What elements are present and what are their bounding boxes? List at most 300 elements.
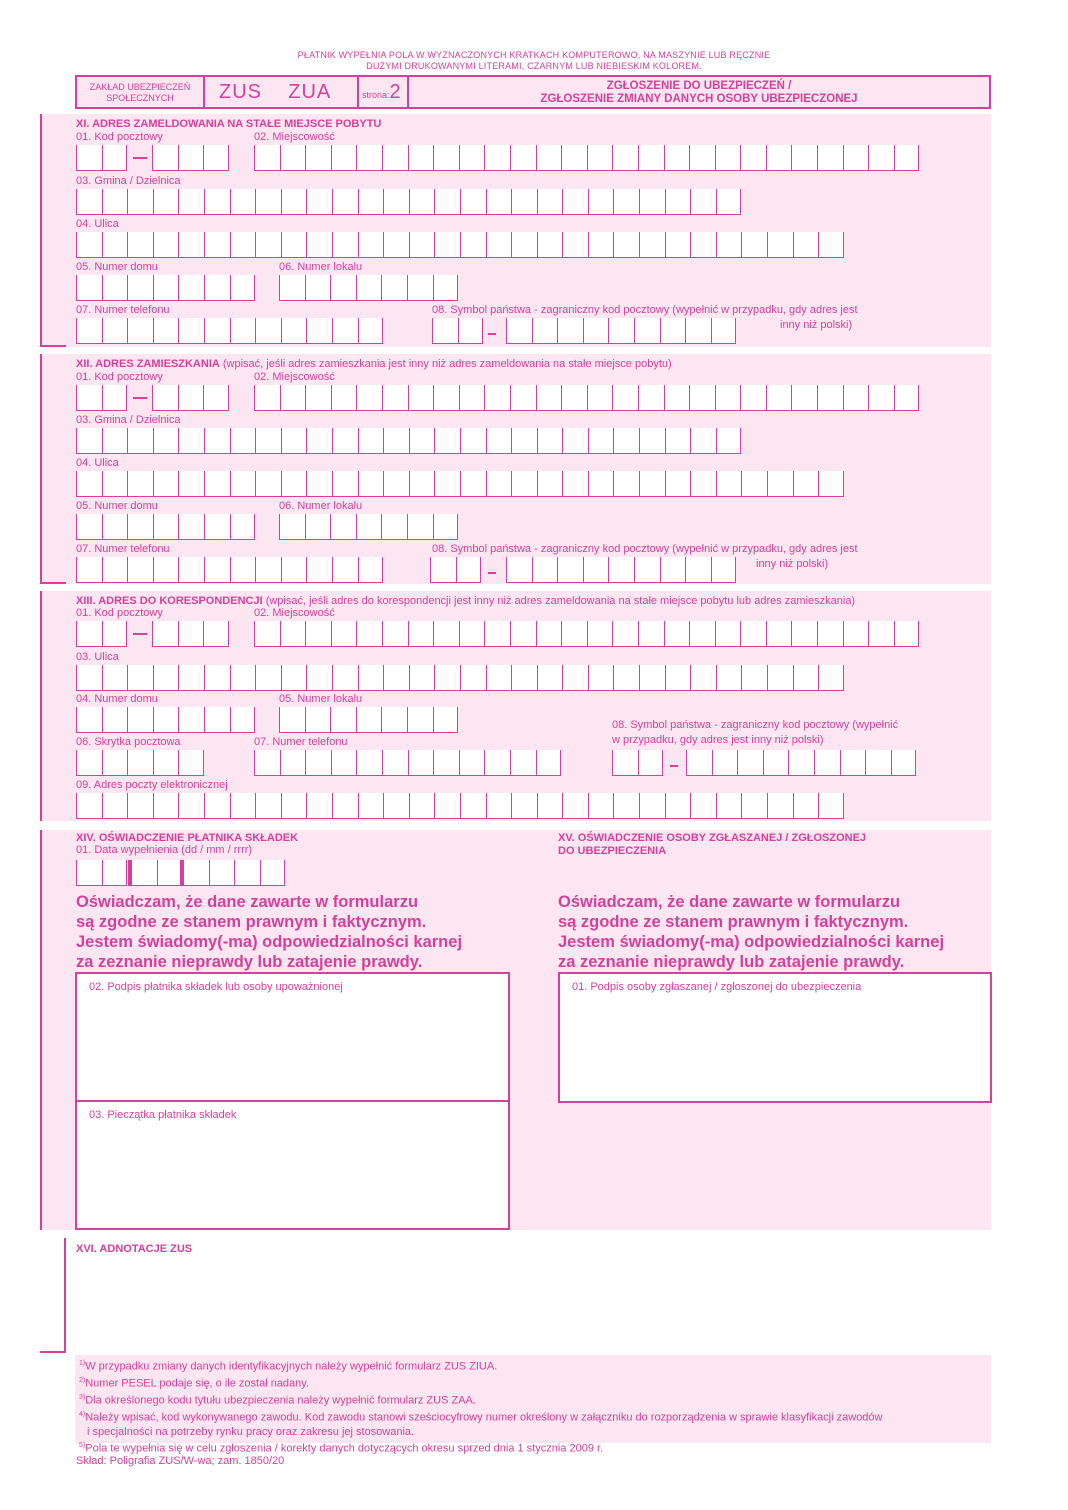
char-box[interactable]: [127, 428, 153, 454]
char-box[interactable]: [204, 189, 230, 215]
char-box[interactable]: [612, 385, 638, 411]
char-box[interactable]: [562, 428, 588, 454]
char-box[interactable]: [102, 860, 128, 886]
char-box[interactable]: [76, 275, 102, 301]
char-box[interactable]: [664, 385, 690, 411]
char-box[interactable]: [583, 557, 609, 583]
char-box[interactable]: [638, 750, 664, 776]
char-box[interactable]: [536, 145, 562, 171]
char-box[interactable]: [230, 793, 256, 819]
char-box[interactable]: [741, 665, 767, 691]
commune-input[interactable]: [76, 189, 741, 215]
char-box[interactable]: [230, 232, 256, 258]
char-box[interactable]: [814, 750, 840, 776]
char-box[interactable]: [484, 621, 510, 647]
char-box[interactable]: [230, 428, 256, 454]
char-box[interactable]: [153, 428, 179, 454]
char-box[interactable]: [557, 557, 583, 583]
char-box[interactable]: [127, 750, 153, 776]
char-box[interactable]: [131, 860, 157, 886]
char-box[interactable]: [741, 232, 767, 258]
char-box[interactable]: [332, 665, 358, 691]
char-box[interactable]: [639, 189, 665, 215]
char-box[interactable]: [537, 189, 563, 215]
char-box[interactable]: [767, 471, 793, 497]
char-box[interactable]: [484, 385, 510, 411]
char-box[interactable]: [178, 707, 204, 733]
char-box[interactable]: [358, 232, 384, 258]
char-box[interactable]: [638, 385, 664, 411]
char-box[interactable]: [102, 750, 128, 776]
char-box[interactable]: [127, 232, 153, 258]
char-box[interactable]: [153, 750, 179, 776]
char-box[interactable]: [356, 145, 382, 171]
char-box[interactable]: [511, 428, 537, 454]
char-box[interactable]: [280, 145, 306, 171]
char-box[interactable]: [305, 621, 331, 647]
char-box[interactable]: [456, 557, 482, 583]
char-box[interactable]: [484, 145, 510, 171]
char-box[interactable]: [230, 471, 256, 497]
char-box[interactable]: [685, 318, 711, 344]
char-box[interactable]: [665, 428, 691, 454]
char-box[interactable]: [204, 318, 230, 344]
char-box[interactable]: [537, 428, 563, 454]
char-box[interactable]: [843, 621, 869, 647]
char-box[interactable]: [817, 621, 843, 647]
char-box[interactable]: [433, 514, 459, 540]
char-box[interactable]: [741, 471, 767, 497]
char-box[interactable]: [613, 793, 639, 819]
foreign-postal-code-input[interactable]: [506, 318, 736, 344]
char-box[interactable]: [204, 471, 230, 497]
char-box[interactable]: [613, 428, 639, 454]
char-box[interactable]: [356, 514, 382, 540]
char-box[interactable]: [434, 793, 460, 819]
char-box[interactable]: [332, 471, 358, 497]
char-box[interactable]: [740, 621, 766, 647]
char-box[interactable]: [76, 232, 102, 258]
char-box[interactable]: [255, 665, 281, 691]
char-box[interactable]: [102, 275, 128, 301]
char-box[interactable]: [562, 232, 588, 258]
foreign-postal-code-input[interactable]: [686, 750, 916, 776]
char-box[interactable]: [281, 665, 307, 691]
char-box[interactable]: [76, 189, 102, 215]
street-input[interactable]: [76, 232, 844, 258]
char-box[interactable]: [511, 665, 537, 691]
char-box[interactable]: [127, 189, 153, 215]
char-box[interactable]: [486, 232, 512, 258]
char-box[interactable]: [639, 232, 665, 258]
char-box[interactable]: [381, 275, 407, 301]
char-box[interactable]: [458, 318, 484, 344]
char-box[interactable]: [127, 318, 153, 344]
char-box[interactable]: [306, 189, 332, 215]
postal-code-input[interactable]: [76, 621, 127, 647]
char-box[interactable]: [715, 621, 741, 647]
char-box[interactable]: [510, 750, 536, 776]
char-box[interactable]: [460, 471, 486, 497]
char-box[interactable]: [203, 385, 229, 411]
char-box[interactable]: [409, 428, 435, 454]
char-box[interactable]: [459, 750, 485, 776]
char-box[interactable]: [331, 145, 357, 171]
char-box[interactable]: [588, 189, 614, 215]
char-box[interactable]: [486, 665, 512, 691]
char-box[interactable]: [612, 145, 638, 171]
char-box[interactable]: [305, 145, 331, 171]
char-box[interactable]: [127, 471, 153, 497]
char-box[interactable]: [843, 145, 869, 171]
char-box[interactable]: [178, 189, 204, 215]
char-box[interactable]: [818, 232, 844, 258]
char-box[interactable]: [127, 275, 153, 301]
postal-code-input[interactable]: [76, 145, 127, 171]
char-box[interactable]: [204, 428, 230, 454]
street-input[interactable]: [76, 665, 844, 691]
char-box[interactable]: [230, 707, 256, 733]
char-box[interactable]: [865, 750, 891, 776]
char-box[interactable]: [433, 145, 459, 171]
date-year-input[interactable]: [180, 860, 285, 886]
char-box[interactable]: [716, 665, 742, 691]
char-box[interactable]: [254, 621, 280, 647]
char-box[interactable]: [536, 750, 562, 776]
char-box[interactable]: [407, 707, 433, 733]
char-box[interactable]: [459, 385, 485, 411]
char-box[interactable]: [230, 275, 256, 301]
char-box[interactable]: [255, 189, 281, 215]
char-box[interactable]: [608, 318, 634, 344]
char-box[interactable]: [332, 318, 358, 344]
char-box[interactable]: [891, 750, 917, 776]
char-box[interactable]: [356, 385, 382, 411]
char-box[interactable]: [634, 557, 660, 583]
char-box[interactable]: [230, 514, 256, 540]
char-box[interactable]: [178, 318, 204, 344]
char-box[interactable]: [613, 471, 639, 497]
char-box[interactable]: [178, 793, 204, 819]
char-box[interactable]: [255, 232, 281, 258]
char-box[interactable]: [587, 145, 613, 171]
char-box[interactable]: [178, 557, 204, 583]
char-box[interactable]: [102, 665, 128, 691]
char-box[interactable]: [204, 232, 230, 258]
char-box[interactable]: [358, 557, 384, 583]
char-box[interactable]: [434, 428, 460, 454]
char-box[interactable]: [102, 232, 128, 258]
char-box[interactable]: [127, 557, 153, 583]
char-box[interactable]: [76, 750, 102, 776]
char-box[interactable]: [791, 385, 817, 411]
payer-stamp-field[interactable]: 03. Pieczątka płatnika składek: [75, 1100, 510, 1230]
char-box[interactable]: [587, 385, 613, 411]
char-box[interactable]: [152, 145, 178, 171]
char-box[interactable]: [102, 189, 128, 215]
char-box[interactable]: [484, 750, 510, 776]
char-box[interactable]: [459, 621, 485, 647]
char-box[interactable]: [660, 318, 686, 344]
char-box[interactable]: [254, 145, 280, 171]
email-input[interactable]: [76, 793, 844, 819]
char-box[interactable]: [409, 665, 435, 691]
char-box[interactable]: [153, 318, 179, 344]
char-box[interactable]: [356, 707, 382, 733]
char-box[interactable]: [153, 665, 179, 691]
char-box[interactable]: [102, 557, 128, 583]
char-box[interactable]: [76, 557, 102, 583]
char-box[interactable]: [383, 665, 409, 691]
char-box[interactable]: [766, 385, 792, 411]
char-box[interactable]: [537, 665, 563, 691]
char-box[interactable]: [686, 750, 712, 776]
char-box[interactable]: [818, 665, 844, 691]
char-box[interactable]: [434, 189, 460, 215]
char-box[interactable]: [690, 232, 716, 258]
char-box[interactable]: [234, 860, 260, 886]
char-box[interactable]: [102, 318, 128, 344]
char-box[interactable]: [433, 750, 459, 776]
char-box[interactable]: [486, 189, 512, 215]
char-box[interactable]: [763, 750, 789, 776]
char-box[interactable]: [255, 793, 281, 819]
char-box[interactable]: [817, 385, 843, 411]
char-box[interactable]: [460, 793, 486, 819]
char-box[interactable]: [279, 707, 305, 733]
char-box[interactable]: [665, 189, 691, 215]
char-box[interactable]: [562, 189, 588, 215]
char-box[interactable]: [330, 514, 356, 540]
char-box[interactable]: [230, 189, 256, 215]
char-box[interactable]: [690, 793, 716, 819]
char-box[interactable]: [153, 232, 179, 258]
char-box[interactable]: [638, 621, 664, 647]
char-box[interactable]: [685, 557, 711, 583]
char-box[interactable]: [716, 232, 742, 258]
char-box[interactable]: [306, 665, 332, 691]
char-box[interactable]: [741, 793, 767, 819]
char-box[interactable]: [255, 428, 281, 454]
char-box[interactable]: [639, 793, 665, 819]
char-box[interactable]: [690, 428, 716, 454]
char-box[interactable]: [660, 557, 686, 583]
char-box[interactable]: [306, 428, 332, 454]
char-box[interactable]: [330, 707, 356, 733]
char-box[interactable]: [664, 145, 690, 171]
char-box[interactable]: [127, 514, 153, 540]
char-box[interactable]: [510, 385, 536, 411]
po-box-input[interactable]: [76, 750, 204, 776]
date-month-input[interactable]: [128, 860, 182, 886]
char-box[interactable]: [260, 860, 286, 886]
apartment-number-input[interactable]: [279, 514, 458, 540]
char-box[interactable]: [588, 793, 614, 819]
char-box[interactable]: [280, 385, 306, 411]
char-box[interactable]: [613, 189, 639, 215]
char-box[interactable]: [408, 385, 434, 411]
house-number-input[interactable]: [76, 707, 255, 733]
char-box[interactable]: [639, 665, 665, 691]
char-box[interactable]: [690, 665, 716, 691]
char-box[interactable]: [712, 750, 738, 776]
char-box[interactable]: [506, 557, 532, 583]
char-box[interactable]: [665, 471, 691, 497]
char-box[interactable]: [356, 275, 382, 301]
char-box[interactable]: [537, 471, 563, 497]
char-box[interactable]: [408, 621, 434, 647]
char-box[interactable]: [432, 318, 458, 344]
char-box[interactable]: [716, 189, 742, 215]
char-box[interactable]: [460, 232, 486, 258]
char-box[interactable]: [178, 385, 204, 411]
char-box[interactable]: [690, 189, 716, 215]
commune-input[interactable]: [76, 428, 741, 454]
char-box[interactable]: [178, 621, 204, 647]
char-box[interactable]: [818, 793, 844, 819]
char-box[interactable]: [153, 557, 179, 583]
char-box[interactable]: [562, 793, 588, 819]
char-box[interactable]: [689, 621, 715, 647]
char-box[interactable]: [255, 557, 281, 583]
char-box[interactable]: [127, 793, 153, 819]
char-box[interactable]: [332, 232, 358, 258]
char-box[interactable]: [356, 750, 382, 776]
char-box[interactable]: [204, 557, 230, 583]
char-box[interactable]: [153, 471, 179, 497]
char-box[interactable]: [102, 428, 128, 454]
char-box[interactable]: [460, 428, 486, 454]
char-box[interactable]: [407, 514, 433, 540]
char-box[interactable]: [588, 665, 614, 691]
char-box[interactable]: [894, 145, 920, 171]
char-box[interactable]: [407, 275, 433, 301]
char-box[interactable]: [330, 275, 356, 301]
char-box[interactable]: [281, 428, 307, 454]
char-box[interactable]: [76, 621, 102, 647]
char-box[interactable]: [767, 665, 793, 691]
char-box[interactable]: [434, 471, 460, 497]
country-code-input[interactable]: [612, 750, 663, 776]
char-box[interactable]: [76, 471, 102, 497]
char-box[interactable]: [204, 514, 230, 540]
char-box[interactable]: [536, 621, 562, 647]
phone-input[interactable]: [76, 318, 383, 344]
char-box[interactable]: [715, 385, 741, 411]
char-box[interactable]: [433, 275, 459, 301]
char-box[interactable]: [716, 471, 742, 497]
char-box[interactable]: [433, 707, 459, 733]
city-input[interactable]: [254, 145, 919, 171]
char-box[interactable]: [281, 471, 307, 497]
insured-signature-field[interactable]: 01. Podpis osoby zgłaszanej / zgłoszonej do ubezpieczenia: [558, 972, 992, 1103]
char-box[interactable]: [583, 318, 609, 344]
char-box[interactable]: [562, 471, 588, 497]
char-box[interactable]: [434, 232, 460, 258]
char-box[interactable]: [793, 665, 819, 691]
char-box[interactable]: [868, 621, 894, 647]
char-box[interactable]: [818, 471, 844, 497]
char-box[interactable]: [460, 665, 486, 691]
char-box[interactable]: [356, 621, 382, 647]
char-box[interactable]: [537, 232, 563, 258]
char-box[interactable]: [358, 471, 384, 497]
char-box[interactable]: [332, 189, 358, 215]
char-box[interactable]: [178, 232, 204, 258]
char-box[interactable]: [332, 793, 358, 819]
char-box[interactable]: [689, 385, 715, 411]
char-box[interactable]: [153, 189, 179, 215]
char-box[interactable]: [76, 860, 102, 886]
char-box[interactable]: [383, 189, 409, 215]
char-box[interactable]: [562, 665, 588, 691]
char-box[interactable]: [766, 145, 792, 171]
char-box[interactable]: [306, 557, 332, 583]
char-box[interactable]: [203, 145, 229, 171]
char-box[interactable]: [305, 385, 331, 411]
char-box[interactable]: [689, 145, 715, 171]
char-box[interactable]: [767, 232, 793, 258]
char-box[interactable]: [281, 557, 307, 583]
char-box[interactable]: [613, 232, 639, 258]
char-box[interactable]: [332, 557, 358, 583]
char-box[interactable]: [665, 793, 691, 819]
char-box[interactable]: [358, 428, 384, 454]
char-box[interactable]: [383, 428, 409, 454]
char-box[interactable]: [152, 621, 178, 647]
char-box[interactable]: [409, 189, 435, 215]
char-box[interactable]: [737, 750, 763, 776]
char-box[interactable]: [510, 621, 536, 647]
char-box[interactable]: [153, 514, 179, 540]
char-box[interactable]: [305, 707, 331, 733]
phone-input[interactable]: [254, 750, 561, 776]
char-box[interactable]: [76, 318, 102, 344]
char-box[interactable]: [383, 471, 409, 497]
char-box[interactable]: [511, 189, 537, 215]
char-box[interactable]: [230, 557, 256, 583]
city-input[interactable]: [254, 621, 919, 647]
char-box[interactable]: [793, 471, 819, 497]
char-box[interactable]: [587, 621, 613, 647]
char-box[interactable]: [460, 189, 486, 215]
char-box[interactable]: [178, 750, 204, 776]
apartment-number-input[interactable]: [279, 275, 458, 301]
char-box[interactable]: [459, 145, 485, 171]
char-box[interactable]: [281, 232, 307, 258]
char-box[interactable]: [408, 145, 434, 171]
char-box[interactable]: [305, 275, 331, 301]
char-box[interactable]: [409, 471, 435, 497]
house-number-input[interactable]: [76, 514, 255, 540]
house-number-input[interactable]: [76, 275, 255, 301]
char-box[interactable]: [102, 471, 128, 497]
char-box[interactable]: [868, 385, 894, 411]
char-box[interactable]: [76, 793, 102, 819]
char-box[interactable]: [561, 385, 587, 411]
char-box[interactable]: [716, 428, 742, 454]
char-box[interactable]: [281, 189, 307, 215]
char-box[interactable]: [76, 145, 102, 171]
char-box[interactable]: [409, 793, 435, 819]
char-box[interactable]: [183, 860, 209, 886]
char-box[interactable]: [157, 860, 183, 886]
char-box[interactable]: [358, 318, 384, 344]
char-box[interactable]: [305, 514, 331, 540]
char-box[interactable]: [102, 514, 128, 540]
char-box[interactable]: [506, 318, 532, 344]
char-box[interactable]: [612, 750, 638, 776]
